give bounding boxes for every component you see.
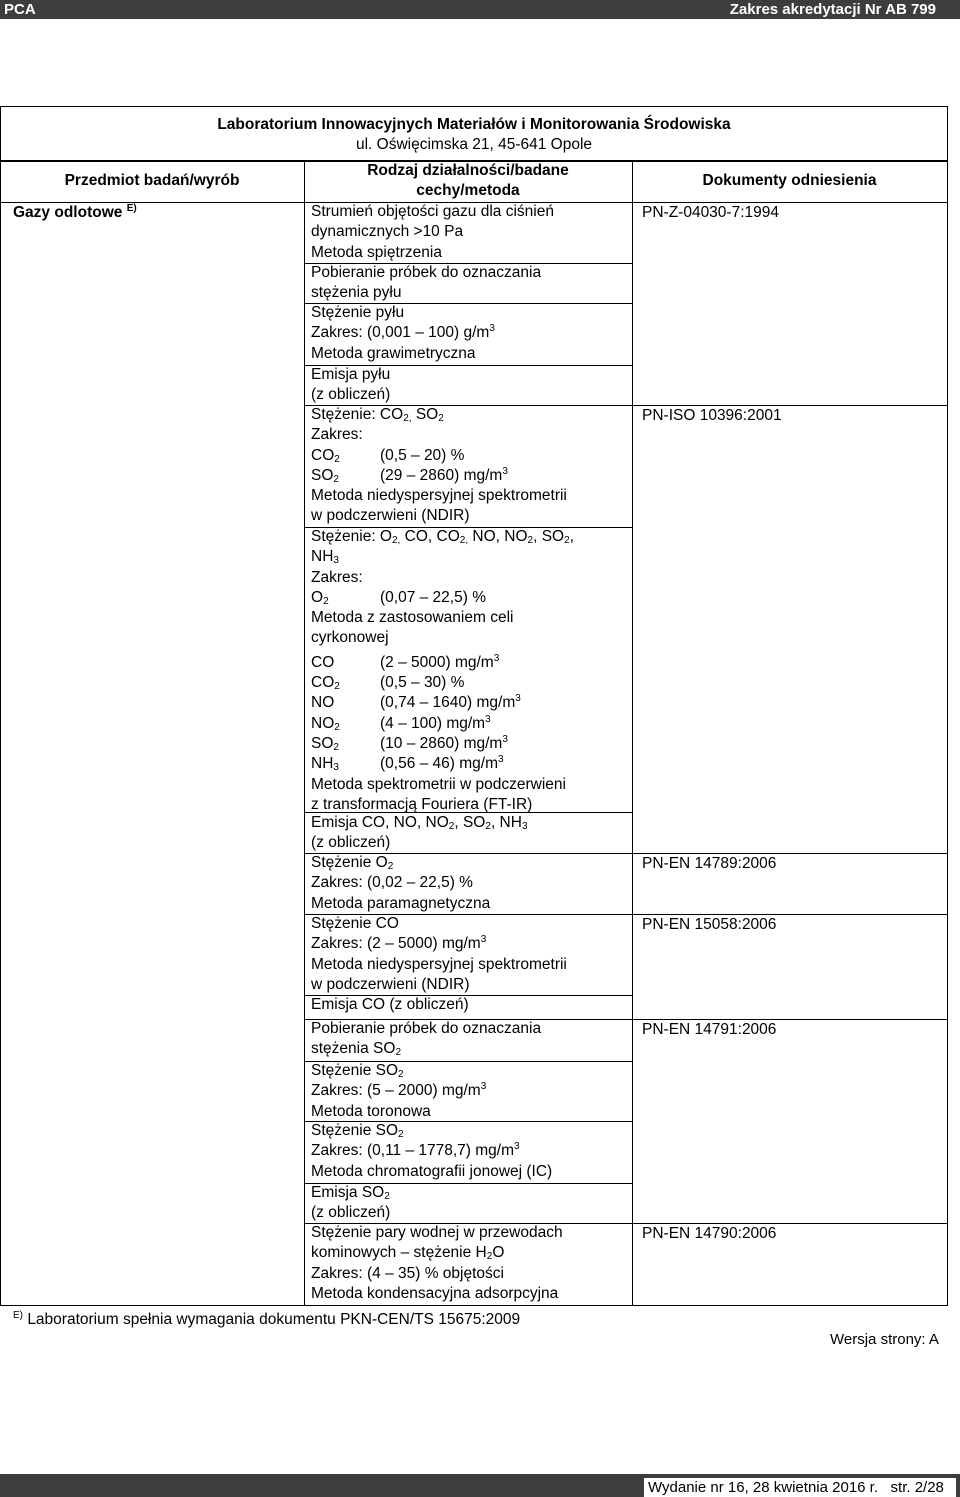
- column-header-activity-2: cechy/metoda: [416, 182, 520, 199]
- footer-text: [648, 1478, 944, 1497]
- activity-block-2: Pobieranie próbek do oznaczania stężenia pyłu: [311, 264, 542, 302]
- column-header-object: Przedmiot badań/wyrób: [64, 172, 240, 189]
- column-header-activity-1: Rodzaj działalności/badane: [367, 162, 569, 179]
- document-ref-3: PN-EN 14789:2006: [642, 855, 777, 872]
- document-ref-1: PN-Z-04030-7:1994: [642, 204, 779, 221]
- activity-block-6: Stężenie: $O_{2,}$ CO, $CO_{2,}$ NO, $NO_2$, $SO_2$, $NH_3$ Zakres: $O_2$ (0,07 – 22,5) % Metoda z zastosowaniem celi cyrkonowej CO (2 – 5000) $mg/m^3$ $CO_2$ (0,5 – 30) % NO (0,74 – 1640) $mg/m^3$ $NO_2$ (4 – 100) $mg/m^3$ $SO_2$ (10 – 2860) $mg/m^3$ $NH_3$ (0,56 – 46) $mg/m^3$ Metoda spektrometrii w podczerwieni z transformacją Fouriera (FT-IR): [311, 528, 574, 813]
- activity-block-14: Emisja $SO_2$ (z obliczeń): [311, 1184, 391, 1222]
- activity-block-11: Pobieranie próbek do oznaczania stężenia $SO_2$: [311, 1020, 542, 1059]
- activity-block-4: Emisja pyłu (z obliczeń): [311, 366, 391, 404]
- header-right: Zakres akredytacji Nr AB 799: [729, 1, 936, 18]
- footer-edition: Wydanie nr 16, 28 kwietnia 2016 r.: [648, 1479, 879, 1496]
- activity-block-9: Stężenie CO Zakres: (2 – 5000) $mg/m^3$ Metoda niedyspersyjnej spektrometrii w podczerwieni (NDIR): [311, 915, 567, 993]
- activity-block-1: Strumień objętości gazu dla ciśnień dynamicznych >10 Pa Metoda spiętrzenia: [311, 203, 554, 261]
- activity-block-15: Stężenie pary wodnej w przewodach kominowych – stężenie $H_2O$ Zakres: (4 – 35) % objętości Metoda kondensacyjna adsorpcyjna: [311, 1224, 563, 1302]
- document-ref-4: PN-EN 15058:2006: [642, 916, 777, 933]
- lab-name: Laboratorium Innowacyjnych Materiałów i Monitorowania Środowiska: [217, 116, 731, 133]
- page-version: Wersja strony: A: [830, 1331, 939, 1348]
- object-name: Gazy odlotowe $^{E)}$: [13, 203, 137, 221]
- activity-block-13: Stężenie $SO_2$ Zakres: (0,11 – 1778,7) $mg/m^3$ Metoda chromatografii jonowej (IC): [311, 1122, 553, 1180]
- activity-block-3: Stężenie pyłu Zakres: (0,001 – 100) $g/m^3$ Metoda grawimetryczna: [311, 304, 495, 362]
- activity-block-7: Emisja CO, NO, $NO_2$, $SO_2$, $NH_3$ (z obliczeń): [311, 814, 528, 852]
- activity-block-5: Stężenie: $CO_{2,}$ $SO_2$ Zakres: $CO_2$ (0,5 – 20) % $SO_2$ (29 – 2860) $mg/m^3$ Metoda niedyspersyjnej spektrometrii w podczerwieni (NDIR): [311, 406, 567, 525]
- top-header-bar: [0, 0, 960, 19]
- activity-block-8: Stężenie $O_2$ Zakres: (0,02 – 22,5) % Metoda paramagnetyczna: [311, 854, 491, 912]
- document-ref-2: PN-ISO 10396:2001: [642, 407, 782, 424]
- document-ref-5: PN-EN 14791:2006: [642, 1021, 777, 1038]
- column-header-documents: Dokumenty odniesienia: [702, 172, 877, 189]
- activity-block-10: Emisja CO (z obliczeń): [311, 996, 469, 1013]
- document-ref-6: PN-EN 14790:2006: [642, 1225, 777, 1242]
- header-left: PCA: [4, 1, 36, 18]
- activity-block-12: Stężenie $SO_2$ Zakres: (5 – 2000) $mg/m^3$ Metoda toronowa: [311, 1062, 487, 1120]
- footer-bar: [0, 1474, 960, 1497]
- footnote: $^{E)}$ Laboratorium spełnia wymagania dokumentu PKN-CEN/TS 15675:2009: [13, 1310, 521, 1328]
- footer-page: str. 2/28: [890, 1479, 944, 1496]
- lab-address: ul. Oświęcimska 21, 45-641 Opole: [355, 136, 593, 153]
